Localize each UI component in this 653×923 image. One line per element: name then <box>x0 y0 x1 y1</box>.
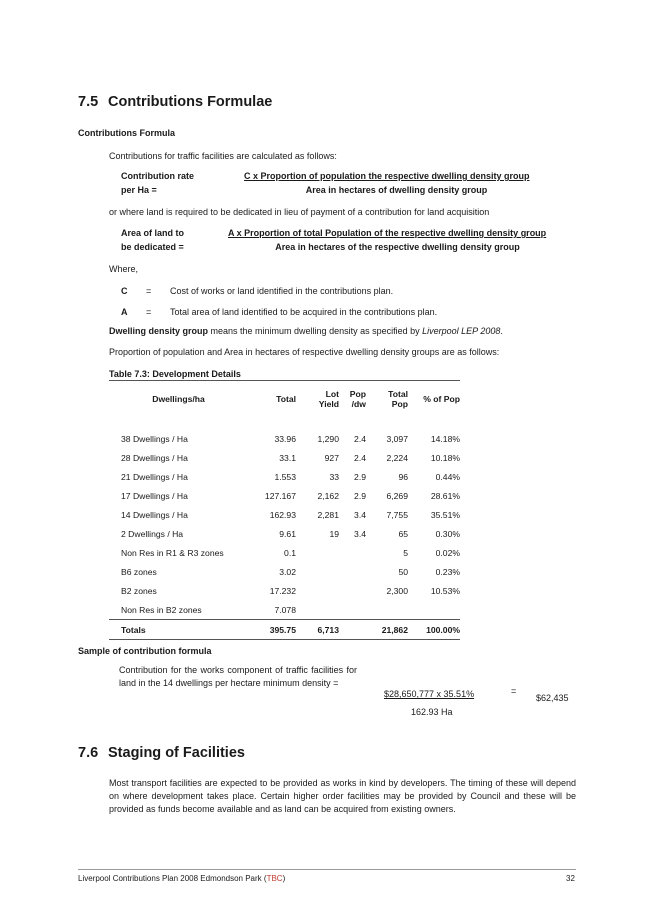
table-cell-lot <box>296 600 339 620</box>
section-heading-7-5 <box>78 94 272 110</box>
table-row <box>109 448 460 467</box>
table-cell-total: 3.02 <box>279 566 296 577</box>
table-row <box>109 467 460 486</box>
table-cell-name: 28 Dwellings / Ha <box>121 452 188 463</box>
table-cell-pop: 2.9 <box>354 490 366 501</box>
table-cell-pop: 2.4 <box>354 452 366 463</box>
rate-label-line2: per Ha = <box>121 185 157 195</box>
def-a-equals: = <box>146 307 152 317</box>
table-cell-tpop: 65 <box>398 528 408 539</box>
table-cell-total: 1.553 <box>274 471 296 482</box>
dwelling-density-definition <box>109 326 503 336</box>
rate-label-line1: Contribution rate <box>121 171 194 181</box>
footer-close: ) <box>282 874 286 883</box>
footer-rule <box>78 869 576 870</box>
table-cell-tpop: 50 <box>398 566 408 577</box>
contributions-formula-heading: Contributions Formula <box>78 128 175 138</box>
table-caption: Table 7.3: Development Details <box>109 369 241 379</box>
proportion-text: Proportion of population and Area in hectares of respective dwelling density groups are as follows: <box>109 347 500 357</box>
table-cell-pct: 0.23% <box>435 566 460 577</box>
table-cell-lot: 2,162 <box>317 490 339 501</box>
table-row <box>109 581 460 600</box>
table-cell-lot <box>296 543 339 562</box>
table-cell-lot: 2,281 <box>317 509 339 520</box>
intro-text: Contributions for traffic facilities are calculated as follows: <box>109 151 337 161</box>
table-cell-total: 0.1 <box>284 547 296 558</box>
page-number: 32 <box>566 874 575 883</box>
ddg-reference: Liverpool LEP 2008 <box>422 326 501 336</box>
rate-numerator: C x Proportion of population the respective dwelling density group <box>244 171 530 181</box>
footer-text <box>78 874 285 883</box>
header-lot-yield: Lot Yield <box>318 389 339 409</box>
header-dwellings: Dwellings/ha <box>152 394 205 404</box>
totals-cell-pct: 100.00% <box>426 624 460 635</box>
def-a-text: Total area of land identified to be acquired in the contributions plan. <box>170 307 438 317</box>
sample-denominator: 162.93 Ha <box>411 707 453 717</box>
header-pop-dw: Pop /dw <box>349 389 366 409</box>
def-a-symbol: A <box>121 307 128 317</box>
footer-title: Liverpool Contributions Plan 2008 Edmondson Park ( <box>78 874 267 883</box>
table-cell-pop: 2.9 <box>354 471 366 482</box>
totals-cell-lot: 6,713 <box>317 624 339 635</box>
table-cell-pop <box>339 600 366 620</box>
table-cell-lot: 927 <box>324 452 339 463</box>
table-cell-pct <box>408 600 460 620</box>
table-header-row <box>109 381 460 418</box>
table-cell-pct: 28.61% <box>430 490 460 501</box>
table-cell-pct: 35.51% <box>430 509 460 520</box>
table-cell-total: 17.232 <box>269 585 296 596</box>
table-cell-name: B6 zones <box>121 566 157 577</box>
land-label-line1: Area of land to <box>121 228 185 238</box>
section-number: 7.5 <box>78 94 99 110</box>
footer-tbc: TBC <box>266 874 283 883</box>
table-cell-pop: 2.4 <box>354 433 366 444</box>
table-cell-total: 7.078 <box>274 604 296 615</box>
table-cell-name: 2 Dwellings / Ha <box>121 528 184 539</box>
table-cell-name: 38 Dwellings / Ha <box>121 433 188 444</box>
table-cell-pop <box>339 543 366 562</box>
table-cell-pop: 3.4 <box>354 528 366 539</box>
table-row <box>109 524 460 543</box>
table-cell-pct: 10.53% <box>430 585 460 596</box>
table-cell-total: 33.96 <box>274 433 296 444</box>
def-c-symbol: C <box>121 286 128 296</box>
table-cell-total: 162.93 <box>269 509 296 520</box>
where-text: Where, <box>109 264 139 274</box>
staging-paragraph: Most transport facilities are expected to be provided as works in kind by developers. The timing of these will depend on where development takes place. Certain higher order facilities may be provided by Council and these will be provided as funds become available and as land can be acquired from existing owners. <box>109 778 576 814</box>
table-cell-name: 21 Dwellings / Ha <box>121 471 188 482</box>
totals-cell-pop <box>339 620 366 640</box>
section-number: 7.6 <box>78 745 99 761</box>
table-cell-name: 17 Dwellings / Ha <box>121 490 188 501</box>
table-cell-tpop: 3,097 <box>386 433 408 444</box>
totals-cell-name: Totals <box>121 624 146 635</box>
sample-numerator: $28,650,777 x 35.51% <box>384 689 475 699</box>
table-cell-pct: 14.18% <box>430 433 460 444</box>
sample-equals: = <box>511 686 517 696</box>
development-table <box>109 380 460 640</box>
header-total: Total <box>276 394 296 404</box>
land-numerator: A x Proportion of total Population of the respective dwelling density group <box>228 228 547 238</box>
table-cell-total: 127.167 <box>264 490 296 501</box>
table-cell-pct: 0.44% <box>435 471 460 482</box>
sample-result: $62,435 <box>536 693 569 703</box>
table-cell-lot: 33 <box>329 471 339 482</box>
ddg-term: Dwelling density group <box>109 326 209 336</box>
table-cell-lot <box>296 562 339 581</box>
table-row <box>109 600 460 620</box>
table-cell-name: 14 Dwellings / Ha <box>121 509 188 520</box>
table-cell-total: 33.1 <box>279 452 296 463</box>
table-cell-tpop: 2,224 <box>386 452 408 463</box>
table-cell-pct: 0.30% <box>435 528 460 539</box>
section-heading-7-6 <box>78 745 245 761</box>
section-title: Contributions Formulae <box>108 94 273 110</box>
table-row <box>109 486 460 505</box>
table-cell-tpop <box>366 600 408 620</box>
table-cell-pop <box>339 562 366 581</box>
table-cell-lot: 1,290 <box>317 433 339 444</box>
table-cell-tpop: 6,269 <box>386 490 408 501</box>
def-c-text: Cost of works or land identified in the contributions plan. <box>170 286 394 296</box>
land-label-line2: be dedicated = <box>121 242 184 252</box>
table-cell-total: 9.61 <box>279 528 296 539</box>
table-row <box>109 562 460 581</box>
table-cell-tpop: 7,755 <box>386 509 408 520</box>
table-cell-pop <box>339 581 366 600</box>
table-cell-name: Non Res in B2 zones <box>121 604 202 615</box>
table-cell-tpop: 96 <box>398 471 408 482</box>
ddg-end: . <box>500 326 503 336</box>
table-cell-tpop: 2,300 <box>386 585 408 596</box>
table-cell-lot <box>296 581 339 600</box>
header-total-pop: Total Pop <box>388 389 408 409</box>
table-cell-name: B2 zones <box>121 585 157 596</box>
table-cell-name: Non Res in R1 & R3 zones <box>121 547 224 558</box>
table-row <box>109 543 460 562</box>
land-denominator: Area in hectares of the respective dwelling density group <box>275 242 520 252</box>
sample-heading: Sample of contribution formula <box>78 646 212 656</box>
table-row <box>109 505 460 524</box>
table-cell-pct: 10.18% <box>430 452 460 463</box>
table-totals-row <box>109 620 460 640</box>
totals-cell-tpop: 21,862 <box>381 624 408 635</box>
land-intro-text: or where land is required to be dedicated in lieu of payment of a contribution for land acquisition <box>109 207 490 217</box>
ddg-text: means the minimum dwelling density as specified by <box>208 326 423 336</box>
totals-cell-total: 395.75 <box>269 624 296 635</box>
table-cell-tpop: 5 <box>403 547 408 558</box>
header-pct-pop: % of Pop <box>423 394 460 404</box>
section-title: Staging of Facilities <box>108 745 245 761</box>
table-cell-lot: 19 <box>329 528 339 539</box>
table-row <box>109 429 460 448</box>
table-cell-pop: 3.4 <box>354 509 366 520</box>
def-c-equals: = <box>146 286 152 296</box>
rate-denominator: Area in hectares of dwelling density group <box>305 185 488 195</box>
sample-text: Contribution for the works component of traffic facilities for land in the 14 dwellings per hectare minimum density = <box>119 665 357 688</box>
table-cell-pct: 0.02% <box>435 547 460 558</box>
